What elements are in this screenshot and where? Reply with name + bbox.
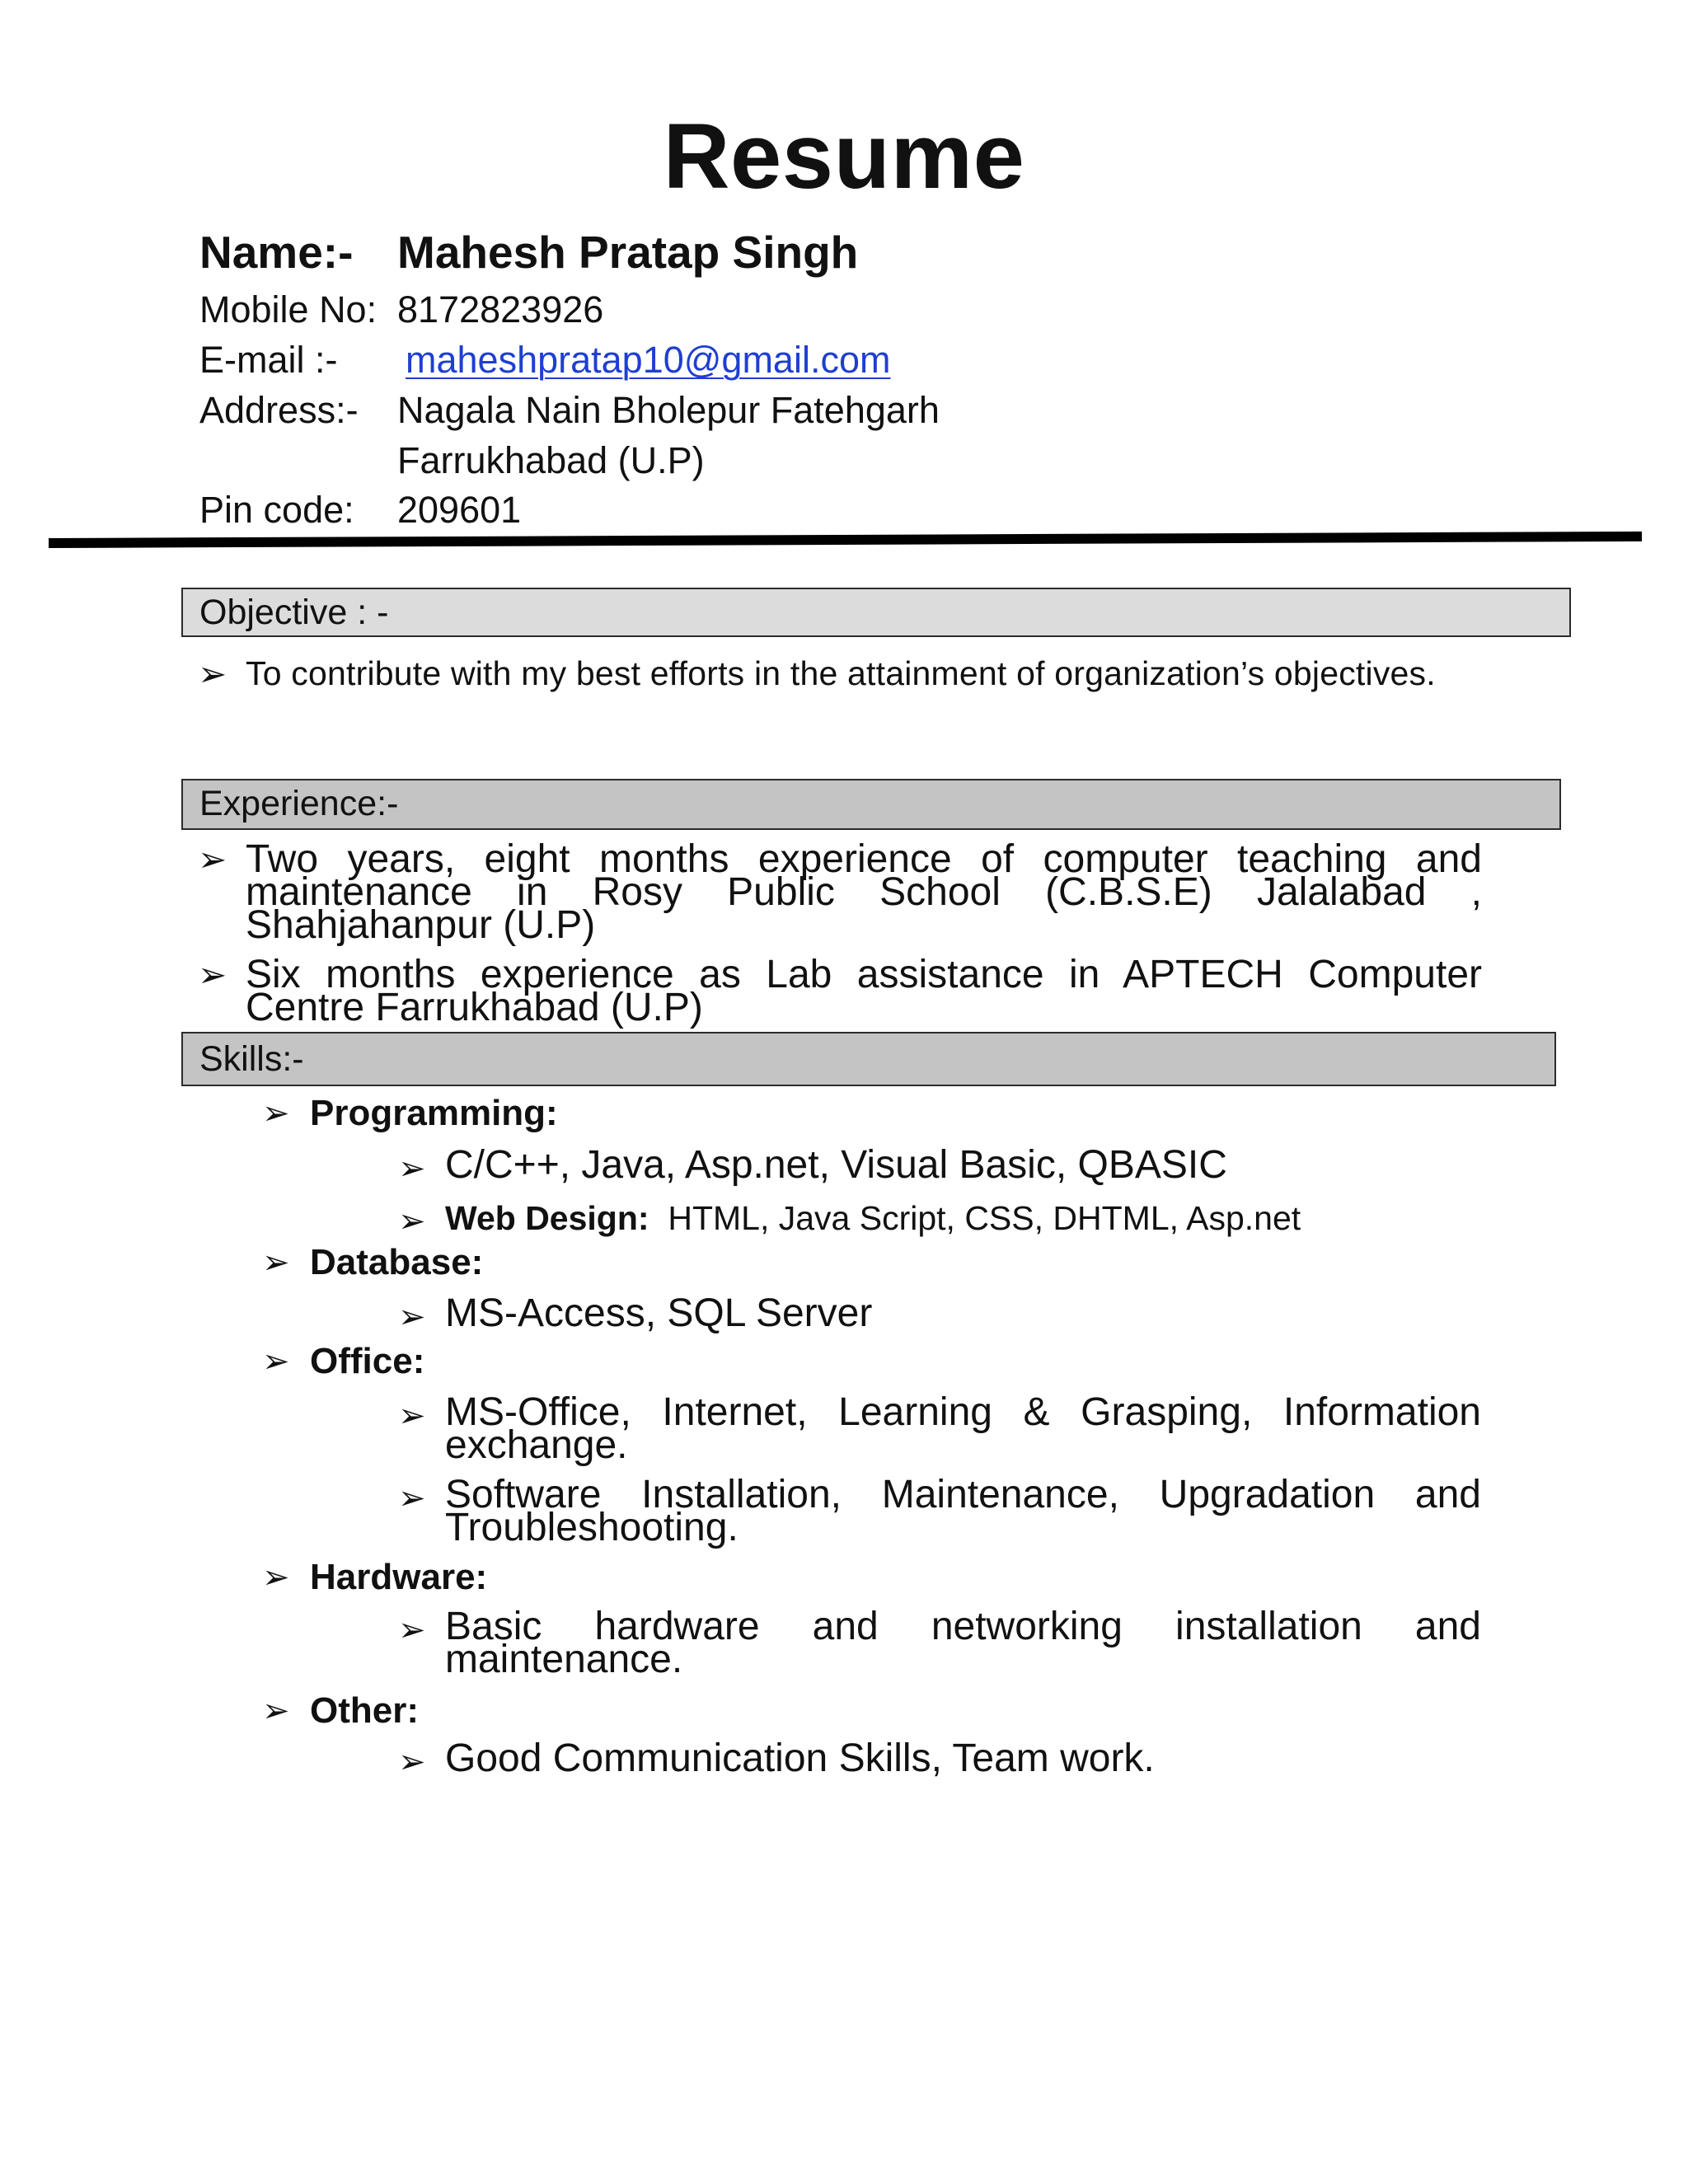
skill-item-text: MS-Office, Internet, Learning & Grasping, Information exchange. xyxy=(445,1390,1481,1467)
email-link[interactable] xyxy=(406,336,890,384)
objective-heading: Objective : - xyxy=(181,588,1571,637)
arrow-bullet-icon: ➢ xyxy=(198,954,227,995)
skill-item-text: Software Installation, Maintenance, Upgradation and Troubleshooting. xyxy=(445,1473,1481,1549)
arrow-bullet-icon: ➢ xyxy=(262,1692,290,1730)
experience-heading: Experience:- xyxy=(181,779,1561,830)
pin-row xyxy=(199,486,1353,534)
objective-text: To contribute with my best efforts in the attainment of organization’s objectives. xyxy=(246,654,1436,692)
web-design-label: Web Design: xyxy=(445,1199,649,1237)
arrow-bullet-icon: ➢ xyxy=(398,1743,426,1781)
arrow-bullet-icon: ➢ xyxy=(198,654,227,694)
address-row-2 xyxy=(199,437,1353,485)
skill-item-text: C/C++, Java, Asp.net, Visual Basic, QBASIC xyxy=(445,1143,1227,1187)
address-line-2: Farrukhabad (U.P) xyxy=(397,439,705,481)
pin-value: 209601 xyxy=(397,489,522,531)
arrow-bullet-icon: ➢ xyxy=(262,1244,290,1282)
address-label: Address:- xyxy=(199,389,359,431)
name-row xyxy=(199,223,1353,282)
document-title: Resume xyxy=(663,105,1025,208)
address-row xyxy=(199,387,1353,434)
pin-label: Pin code: xyxy=(199,489,354,531)
experience-text: Six months experience as Lab assistance in APTECH Computer Centre Farrukhabad (U.P) xyxy=(246,953,1482,1029)
web-design-value: HTML, Java Script, CSS, DHTML, Asp.net xyxy=(668,1199,1301,1237)
email-label: E-mail :- xyxy=(199,339,338,381)
mobile-row xyxy=(199,286,1353,334)
mobile-value: 8172823926 xyxy=(397,288,604,330)
email-link-text[interactable]: maheshpratap10@gmail.com xyxy=(406,339,891,381)
skill-item-text: MS-Access, SQL Server xyxy=(445,1291,873,1335)
skill-category-label: Hardware: xyxy=(310,1557,488,1597)
skill-category-label: Programming: xyxy=(310,1093,558,1133)
skill-item-text xyxy=(445,1199,1481,1237)
arrow-bullet-icon: ➢ xyxy=(398,1150,426,1188)
skills-heading: Skills:- xyxy=(181,1032,1556,1086)
name-label: Name:- xyxy=(199,227,354,278)
arrow-bullet-icon: ➢ xyxy=(398,1479,426,1517)
skill-item-text: Good Communication Skills, Team work. xyxy=(445,1736,1155,1780)
email-row xyxy=(199,336,1353,384)
arrow-bullet-icon: ➢ xyxy=(398,1611,426,1649)
skill-item-text: Basic hardware and networking installation and maintenance. xyxy=(445,1605,1481,1681)
arrow-bullet-icon: ➢ xyxy=(398,1397,426,1435)
skill-category-label: Database: xyxy=(310,1242,484,1282)
name-value: Mahesh Pratap Singh xyxy=(397,227,859,278)
arrow-bullet-icon: ➢ xyxy=(398,1298,426,1336)
address-line-1: Nagala Nain Bholepur Fatehgarh xyxy=(397,389,940,431)
skill-category-label: Other: xyxy=(310,1690,419,1731)
arrow-bullet-icon: ➢ xyxy=(398,1202,426,1240)
arrow-bullet-icon: ➢ xyxy=(198,839,227,879)
experience-text: Two years, eight months experience of computer teaching and maintenance in Rosy Public School (C.B.S.E) Jalalabad , Shahjahanpur (U.P) xyxy=(246,837,1482,947)
mobile-label: Mobile No: xyxy=(199,288,377,330)
skill-category-label: Office: xyxy=(310,1341,425,1381)
arrow-bullet-icon: ➢ xyxy=(262,1343,290,1380)
arrow-bullet-icon: ➢ xyxy=(262,1558,290,1596)
arrow-bullet-icon: ➢ xyxy=(262,1094,290,1132)
